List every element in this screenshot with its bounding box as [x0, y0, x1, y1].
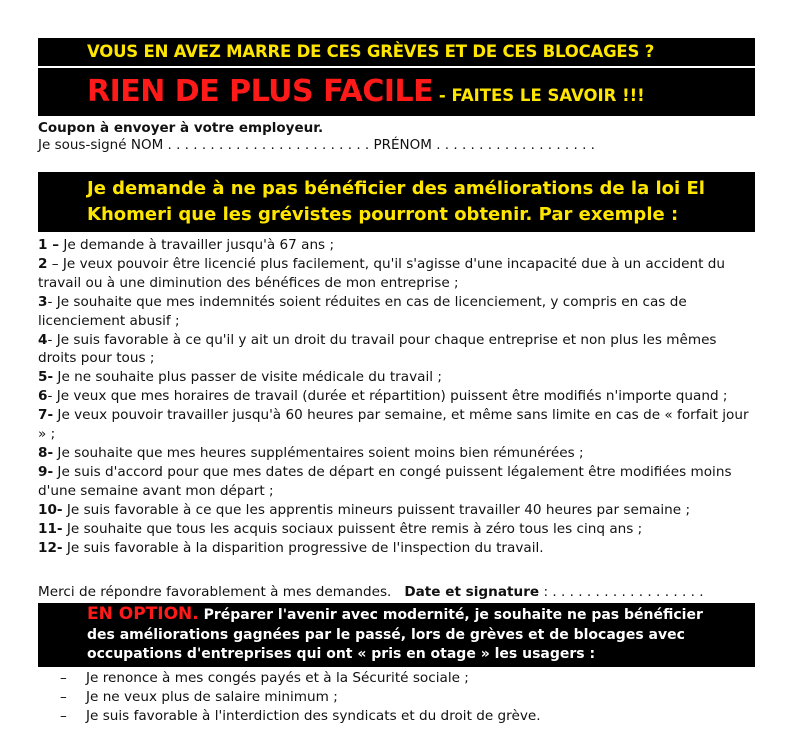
item-text: Je suis favorable à la disparition progressive de l'inspection du travail. [62, 539, 544, 556]
header-question: VOUS EN AVEZ MARRE DE CES GRÈVES ET DE CES BLOCAGES ? [87, 42, 655, 61]
list-item [38, 463, 758, 501]
list-item [38, 539, 758, 558]
list-item [38, 331, 758, 369]
closing-text: Merci de répondre favorablement à mes demandes. [38, 584, 392, 600]
item-number: 4 [38, 331, 48, 348]
item-number: 10- [38, 501, 63, 518]
option-banner [38, 603, 755, 667]
signee-line: Je sous-signé NOM . . . . . . . . . . . . . . . . . . . . . . . . PRÉNOM . . . . . . . . . . . . . . . . . . . [38, 137, 595, 153]
item-number: 7- [38, 407, 54, 424]
dash-bullet: – [60, 708, 67, 724]
item-text: Je veux pouvoir travailler jusqu'à 60 heures par semaine, et même sans limite en cas de « forfait jour » ; [38, 407, 749, 443]
option-list [60, 669, 541, 726]
coupon-section [38, 120, 595, 154]
demand-line-1: Je demande à ne pas bénéficier des améliorations de la loi El [87, 178, 705, 199]
demand-banner [38, 172, 755, 232]
item-text: Je ne souhaite plus passer de visite médicale du travail ; [53, 369, 442, 386]
headline-tag: - FAITES LE SAVOIR !!! [433, 86, 645, 105]
list-item [38, 444, 758, 463]
item-number: 2 [38, 255, 48, 272]
item-number: 11- [38, 520, 63, 537]
item-number: 5- [38, 369, 54, 386]
list-item [38, 501, 758, 520]
item-text: - Je suis favorable à ce qu'il y ait un droit du travail pour chaque entreprise et non plus les mêmes droits pour tous ; [38, 331, 717, 367]
item-text: Je renonce à mes congés payés et à la Sécurité sociale ; [86, 670, 469, 686]
date-signature-label: Date et signature [404, 584, 540, 600]
list-item [60, 707, 541, 726]
demand-list [38, 236, 758, 557]
list-item [38, 293, 758, 331]
item-text: Je demande à travailler jusqu'à 67 ans ; [59, 237, 335, 253]
item-number: 3 [38, 293, 48, 310]
list-item [38, 236, 758, 255]
item-text: Je suis favorable à l'interdiction des syndicats et du droit de grève. [86, 708, 541, 724]
item-text: Je souhaite que mes heures supplémentaires soient moins bien rémunérées ; [53, 444, 584, 461]
item-number: 9- [38, 463, 54, 480]
header-banner [38, 38, 755, 66]
headline-banner [38, 68, 755, 116]
closing-line [38, 584, 704, 601]
list-item [38, 368, 758, 387]
item-text: Je souhaite que tous les acquis sociaux puissent être remis à zéro tous les cinq ans ; [62, 520, 643, 537]
coupon-title: Coupon à envoyer à votre employeur. [38, 120, 324, 136]
item-number: 1 – [38, 237, 59, 253]
option-text: Préparer l'avenir avec modernité, je souhaite ne pas bénéficier des améliorations gagnées par le passé, lors de grèves et de blocages avec occupations d'entreprises qui ont « pris en otage » les usagers : [87, 607, 703, 662]
item-text: Je suis d'accord pour que mes dates de départ en congé puissent légalement être modifiées moins d'une semaine avant mon départ ; [38, 463, 732, 499]
date-signature-dots: : . . . . . . . . . . . . . . . . . . [539, 584, 704, 600]
demand-line-2: Khomeri que les grévistes pourront obtenir. Par exemple : [87, 204, 679, 225]
list-item [38, 255, 758, 293]
item-text: Je suis favorable à ce que les apprentis mineurs puissent travailler 40 heures par semaine ; [62, 501, 691, 518]
item-text: - Je souhaite que mes indemnités soient réduites en cas de licenciement, y compris en cas de licenciement abusif ; [38, 293, 687, 329]
item-text: Je ne veux plus de salaire minimum ; [86, 689, 338, 705]
dash-bullet: – [60, 670, 67, 686]
headline-big: RIEN DE PLUS FACILE [87, 74, 434, 109]
list-item [38, 387, 758, 406]
item-number: 6 [38, 388, 48, 405]
item-text: - Je veux que mes horaires de travail (durée et répartition) puissent être modifiés n'importe quand ; [47, 388, 728, 405]
list-item [38, 520, 758, 539]
item-number: 8- [38, 444, 54, 461]
item-text: – Je veux pouvoir être licencié plus facilement, qu'il s'agisse d'une incapacité due à un accident du travail ou à une diminution des bénéfices de mon entreprise ; [38, 255, 725, 291]
dash-bullet: – [60, 689, 67, 705]
list-item [60, 669, 541, 688]
list-item [60, 688, 541, 707]
item-number: 12- [38, 539, 63, 556]
list-item [38, 406, 758, 444]
option-label: EN OPTION. [87, 604, 199, 624]
